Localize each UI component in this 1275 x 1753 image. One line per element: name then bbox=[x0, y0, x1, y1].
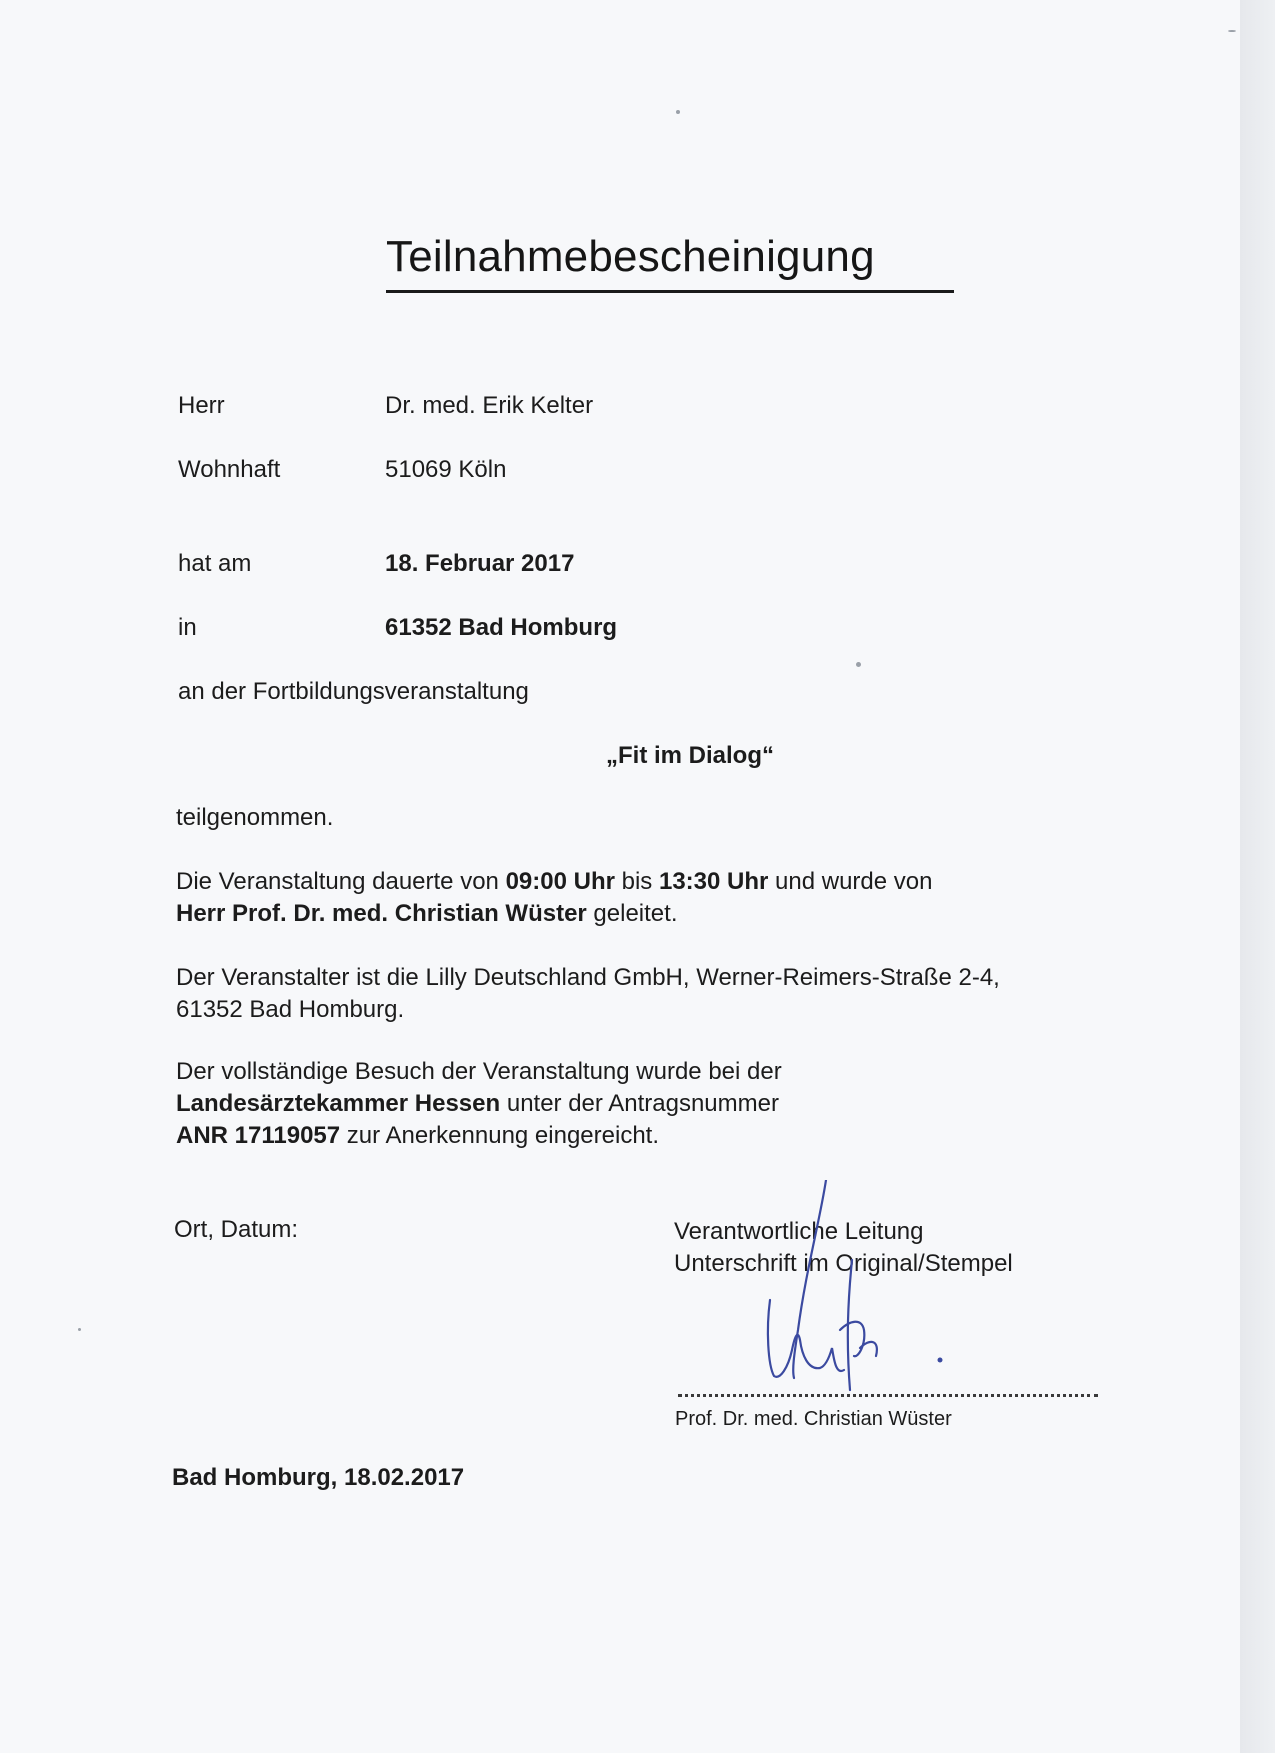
accreditation-line-2-rest: unter der Antragsnummer bbox=[500, 1090, 779, 1117]
event-intro: an der Fortbildungsveranstaltung bbox=[178, 678, 529, 705]
field-value-location: 61352 Bad Homburg bbox=[385, 614, 618, 641]
scan-speck bbox=[856, 662, 861, 667]
medical-chamber: Landesärztekammer Hessen bbox=[176, 1090, 501, 1117]
duration-paragraph bbox=[176, 866, 932, 930]
title-underline bbox=[386, 290, 954, 293]
start-time: 09:00 Uhr bbox=[505, 868, 615, 895]
end-time: 13:30 Uhr bbox=[658, 868, 769, 895]
event-leader: Herr Prof. Dr. med. Christian Wüster bbox=[176, 900, 587, 927]
application-number: ANR 17119057 bbox=[176, 1122, 341, 1149]
duration-text-2: bis bbox=[614, 868, 659, 895]
signature-block-line-2: Unterschrift im Original/Stempel bbox=[674, 1250, 1013, 1277]
accreditation-line-3-rest: zur Anerkennung eingereicht. bbox=[340, 1122, 660, 1149]
place-date-label: Ort, Datum: bbox=[174, 1216, 299, 1243]
event-name: „Fit im Dialog“ bbox=[606, 742, 774, 769]
document-title: Teilnahmebescheinigung bbox=[386, 232, 875, 281]
field-value-residence: 51069 Köln bbox=[385, 456, 507, 483]
scan-speck bbox=[676, 110, 680, 114]
organizer-paragraph bbox=[176, 962, 1000, 1026]
accreditation-line-1: Der vollständige Besuch der Veranstaltung wurde bei der bbox=[176, 1058, 782, 1085]
signature-line bbox=[678, 1394, 1098, 1397]
field-label-in: in bbox=[178, 614, 197, 641]
scan-speck bbox=[1228, 30, 1236, 32]
field-label-wohnhaft: Wohnhaft bbox=[178, 456, 281, 483]
signature-block-line-1: Verantwortliche Leitung bbox=[674, 1218, 924, 1245]
field-label-hat-am: hat am bbox=[178, 550, 252, 577]
duration-text-3: und wurde von bbox=[768, 868, 933, 895]
organizer-line-2: 61352 Bad Homburg. bbox=[176, 996, 405, 1023]
duration-text-4: geleitet. bbox=[586, 900, 678, 927]
accreditation-paragraph bbox=[176, 1056, 782, 1152]
place-date-value: Bad Homburg, 18.02.2017 bbox=[172, 1464, 465, 1491]
signer-name: Prof. Dr. med. Christian Wüster bbox=[675, 1408, 952, 1430]
scan-speck bbox=[78, 1328, 81, 1331]
field-value-name: Dr. med. Erik Kelter bbox=[385, 392, 594, 419]
handwritten-signature bbox=[740, 1180, 980, 1410]
organizer-line-1: Der Veranstalter ist die Lilly Deutschland GmbH, Werner-Reimers-Straße 2-4, bbox=[176, 964, 1000, 991]
field-value-date: 18. Februar 2017 bbox=[385, 550, 575, 577]
duration-text-1: Die Veranstaltung dauerte von bbox=[176, 868, 506, 895]
participated-text: teilgenommen. bbox=[176, 804, 334, 831]
field-label-herr: Herr bbox=[178, 392, 225, 419]
scan-edge bbox=[1240, 0, 1275, 1753]
